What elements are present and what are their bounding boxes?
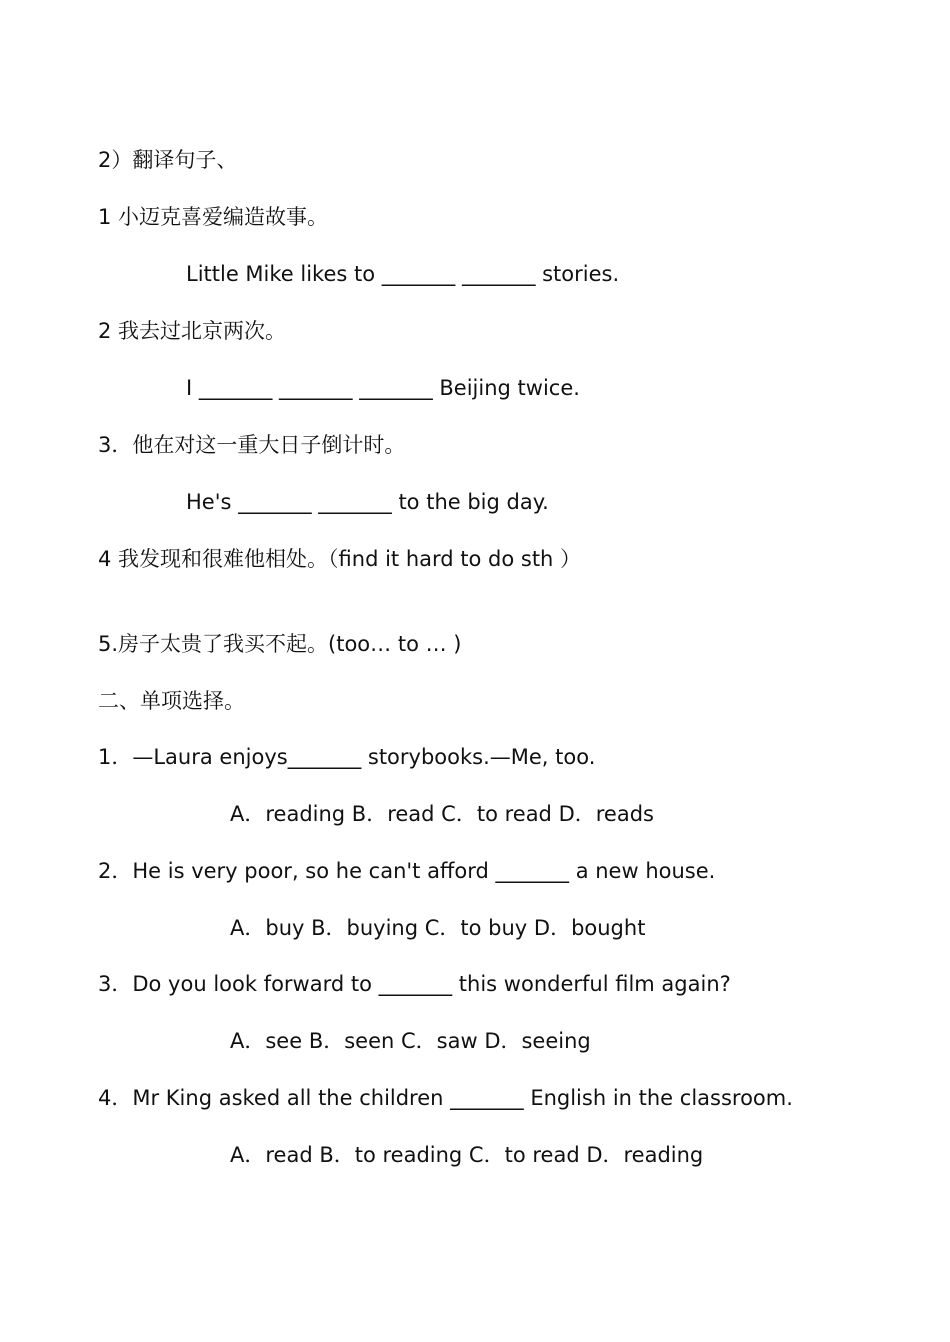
translate-answer-1: Little Mike likes to _______ _______ stories. [186, 262, 620, 286]
translate-answer-3: He's _______ _______ to the big day. [186, 490, 549, 514]
choice-options-2: A．buy B．buying C．to buy D．bought [230, 916, 646, 940]
choice-options-1: A．reading B．read C．to read D．reads [230, 802, 654, 826]
choice-options-3: A．see B．seen C．saw D．seeing [230, 1029, 591, 1053]
translate-answer-2: I _______ _______ _______ Beijing twice. [186, 376, 580, 400]
choice-question-2: 2．He is very poor, so he can't afford _______ a new house. [98, 859, 716, 883]
translate-prompt-4: 4 我发现和很难他相处。（find it hard to do sth ） [98, 547, 582, 571]
choice-question-4: 4．Mr King asked all the children _______ English in the classroom. [98, 1086, 793, 1110]
translate-prompt-3: 3．他在对这一重大日子倒计时。 [98, 433, 406, 457]
choice-section-heading: 二、单项选择。 [98, 689, 245, 713]
translate-prompt-1: 1 小迈克喜爱编造故事。 [98, 205, 329, 229]
translate-section-heading: 2）翻译句子、 [98, 148, 238, 172]
translate-prompt-2: 2 我去过北京两次。 [98, 319, 287, 343]
choice-question-1: 1．—Laura enjoys_______ storybooks.—Me, too. [98, 745, 596, 769]
choice-options-4: A．read B．to reading C．to read D．reading [230, 1143, 704, 1167]
choice-question-3: 3．Do you look forward to _______ this wonderful film again? [98, 972, 731, 996]
translate-prompt-5: 5.房子太贵了我买不起。(too… to … ) [98, 632, 462, 656]
